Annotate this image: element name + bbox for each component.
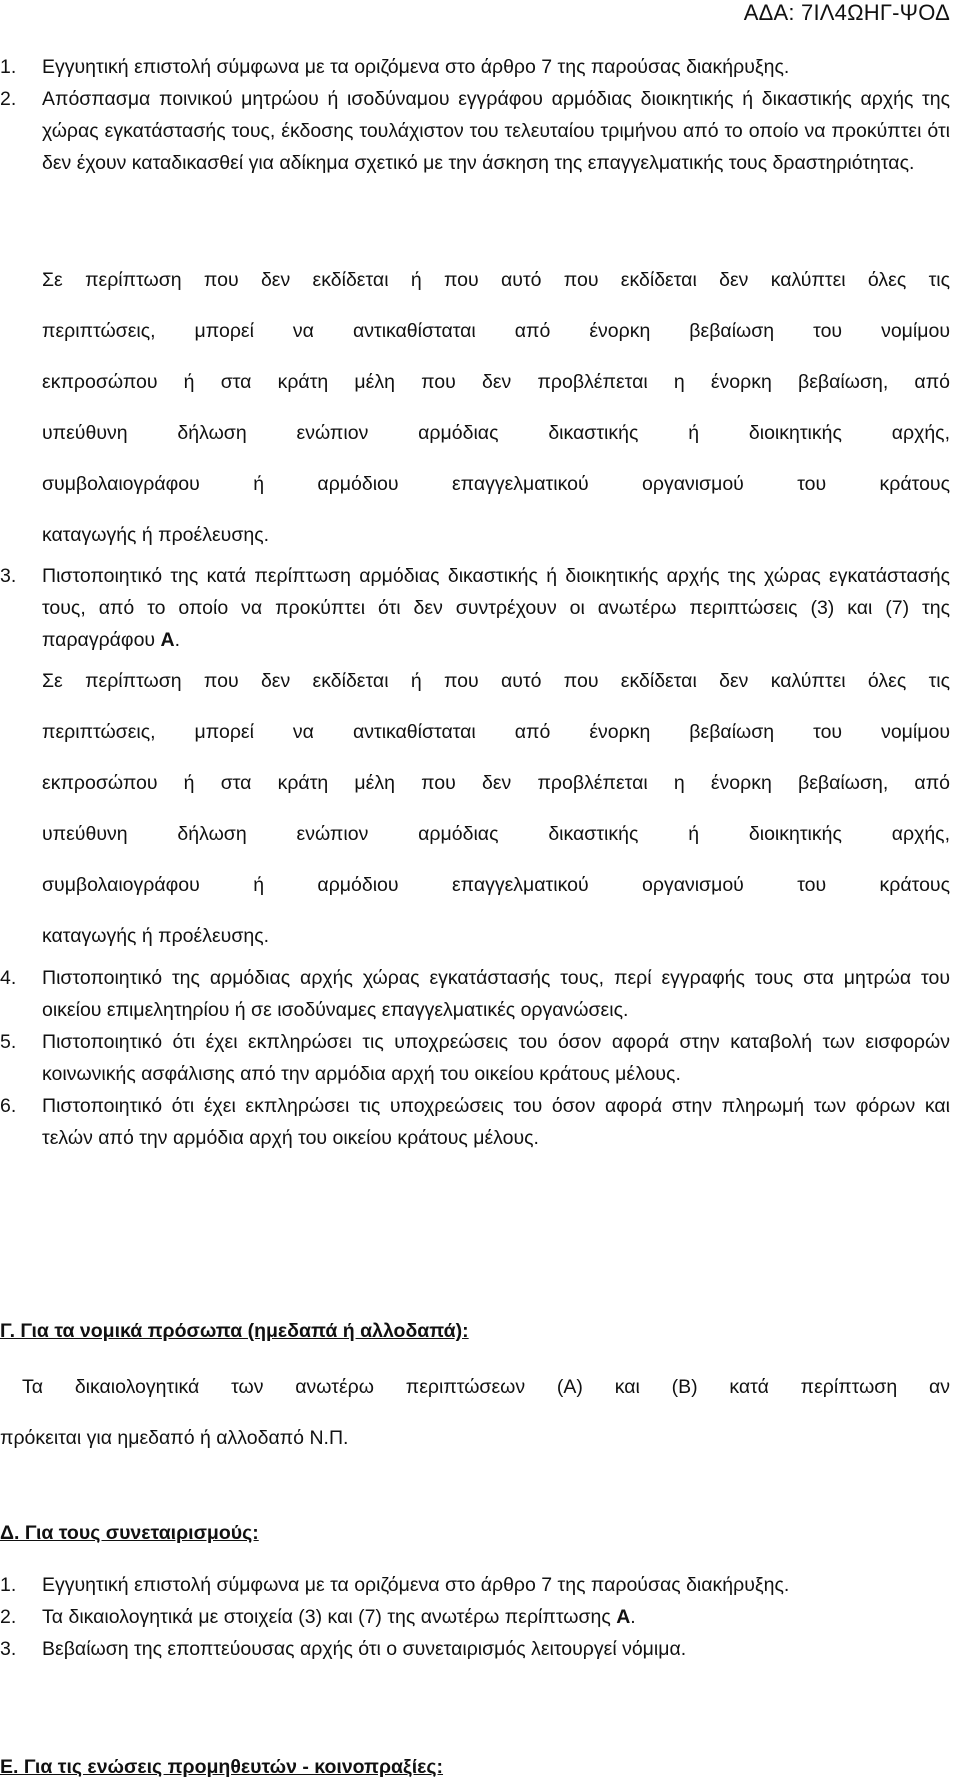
- list-a-top: [0, 51, 950, 179]
- list-number: 6.: [0, 1095, 17, 1117]
- bold-reference: Α: [616, 1606, 631, 1628]
- bold-reference: Α: [160, 629, 175, 651]
- punctuation: .: [630, 1606, 636, 1628]
- list-item-text: Πιστοποιητικό της αρμόδιας αρχής χώρας εγκατάστασής τους, περί εγγραφής τους στα μητρώα του οικείου επιμελητηρίου ή σε ισοδύναμες επαγγελματικές οργανώσεις.: [42, 967, 950, 1021]
- list-number: 3.: [0, 565, 17, 587]
- list-number: 3.: [0, 1638, 17, 1660]
- note-line: εκπροσώπου ή στα κράτη μέλη που δεν προβλέπεται η ένορκη βεβαίωση, από: [42, 772, 950, 794]
- section-heading-e: Ε. Για τις ενώσεις προμηθευτών - κοινοπραξίες:: [0, 1756, 444, 1778]
- list-item-1: [0, 51, 950, 83]
- note-line: καταγωγής ή προέλευσης.: [42, 524, 270, 546]
- note-line: περιπτώσεις, μπορεί να αντικαθίσταται από ένορκη βεβαίωση του νομίμου: [42, 320, 950, 342]
- section-heading-d: Δ. Για τους συνεταιρισμούς:: [0, 1522, 259, 1544]
- section-g-text: [0, 1362, 950, 1464]
- note-line: συμβολαιογράφου ή αρμόδιου επαγγελματικού οργανισμού του κράτους: [42, 473, 950, 495]
- list-item-text: Απόσπασμα ποινικού μητρώου ή ισοδύναμου εγγράφου αρμόδιας διοικητικής ή δικαστικής αρχής της χώρας εγκατάστασής τους, έκδοσης τουλάχιστον του τελευταίου τριμήνου από το οποίο να προκύπτει ότι δεν έχουν καταδικασθεί για αδίκημα σχετικό με την άσκηση της επαγγελματικής τους δραστηριότητας.: [42, 88, 950, 174]
- list-number: 4.: [0, 967, 17, 989]
- list-item-1: [0, 1569, 950, 1601]
- note-line: Σε περίπτωση που δεν εκδίδεται ή που αυτό που εκδίδεται δεν καλύπτει όλες τις: [42, 670, 950, 692]
- punctuation: .: [174, 629, 181, 651]
- list-item-text: Πιστοποιητικό ότι έχει εκπληρώσει τις υποχρεώσεις του όσον αφορά στην πληρωμή των φόρων και τελών από την αρμόδια αρχή του οικείου κράτους μέλους.: [42, 1095, 950, 1149]
- note-line: Σε περίπτωση που δεν εκδίδεται ή που αυτό που εκδίδεται δεν καλύπτει όλες τις: [42, 269, 950, 291]
- list-item-text: Εγγυητική επιστολή σύμφωνα με τα οριζόμενα στο άρθρο 7 της παρούσας διακήρυξης.: [42, 56, 790, 78]
- list-item-4: [0, 962, 950, 1026]
- list-number: 1.: [0, 56, 17, 78]
- section-g-line: πρόκειται για ημεδαπό ή αλλοδαπό Ν.Π.: [0, 1427, 349, 1449]
- list-item-5: [0, 1026, 950, 1090]
- ada-identifier: ΑΔΑ: 7ΙΛ4ΩΗΓ-ΨΟΔ: [743, 0, 950, 25]
- list-item-text: Βεβαίωση της εποπτεύουσας αρχής ότι ο συνεταιρισμός λειτουργεί νόμιμα.: [42, 1638, 687, 1660]
- note-line: υπεύθυνη δήλωση ενώπιον αρμόδιας δικαστικής ή διοικητικής αρχής,: [42, 422, 950, 444]
- note-line: συμβολαιογράφου ή αρμόδιου επαγγελματικού οργανισμού του κράτους: [42, 874, 950, 896]
- list-item-text: Τα δικαιολογητικά με στοιχεία (3) και (7) της ανωτέρω περίπτωσης: [42, 1606, 617, 1628]
- list-item-text: Εγγυητική επιστολή σύμφωνα με τα οριζόμενα στο άρθρο 7 της παρούσας διακήρυξης.: [42, 1574, 790, 1596]
- list-item-text: Πιστοποιητικό της κατά περίπτωση αρμόδιας δικαστικής ή διοικητικής αρχής της χώρας εγκατάστασής τους, από το οποίο να προκύπτει ότι δεν συντρέχουν οι ανωτέρω περιπτώσεις (3) και (7) της παραγράφου: [42, 565, 950, 651]
- note-line: περιπτώσεις, μπορεί να αντικαθίσταται από ένορκη βεβαίωση του νομίμου: [42, 721, 950, 743]
- list-item-3: [0, 1633, 950, 1665]
- note-line: καταγωγής ή προέλευσης.: [42, 925, 270, 947]
- note-paragraph-2: [0, 656, 950, 962]
- list-number: 5.: [0, 1031, 17, 1053]
- list-item-3: [0, 560, 950, 656]
- section-g-line: Τα δικαιολογητικά των ανωτέρω περιπτώσεων (Α) και (Β) κατά περίπτωση αν: [22, 1376, 950, 1398]
- note-paragraph-1: [0, 255, 950, 561]
- note-line: εκπροσώπου ή στα κράτη μέλη που δεν προβλέπεται η ένορκη βεβαίωση, από: [42, 371, 950, 393]
- list-item-2: [0, 83, 950, 179]
- section-d-list: [0, 1569, 950, 1665]
- list-number: 2.: [0, 88, 17, 110]
- list-number: 1.: [0, 1574, 17, 1596]
- list-item-text: Πιστοποιητικό ότι έχει εκπληρώσει τις υποχρεώσεις του όσον αφορά στην καταβολή των εισφορών κοινωνικής ασφάλισης από την αρμόδια αρχή του οικείου κράτους μέλους.: [42, 1031, 950, 1085]
- list-number: 2.: [0, 1606, 17, 1628]
- section-heading-g: Γ. Για τα νομικά πρόσωπα (ημεδαπά ή αλλοδαπά):: [0, 1320, 469, 1342]
- note-line: υπεύθυνη δήλωση ενώπιον αρμόδιας δικαστικής ή διοικητικής αρχής,: [42, 823, 950, 845]
- list-a-item3: [0, 560, 950, 656]
- list-item-2: [0, 1601, 950, 1633]
- list-a-bottom: [0, 962, 950, 1154]
- list-item-6: [0, 1090, 950, 1154]
